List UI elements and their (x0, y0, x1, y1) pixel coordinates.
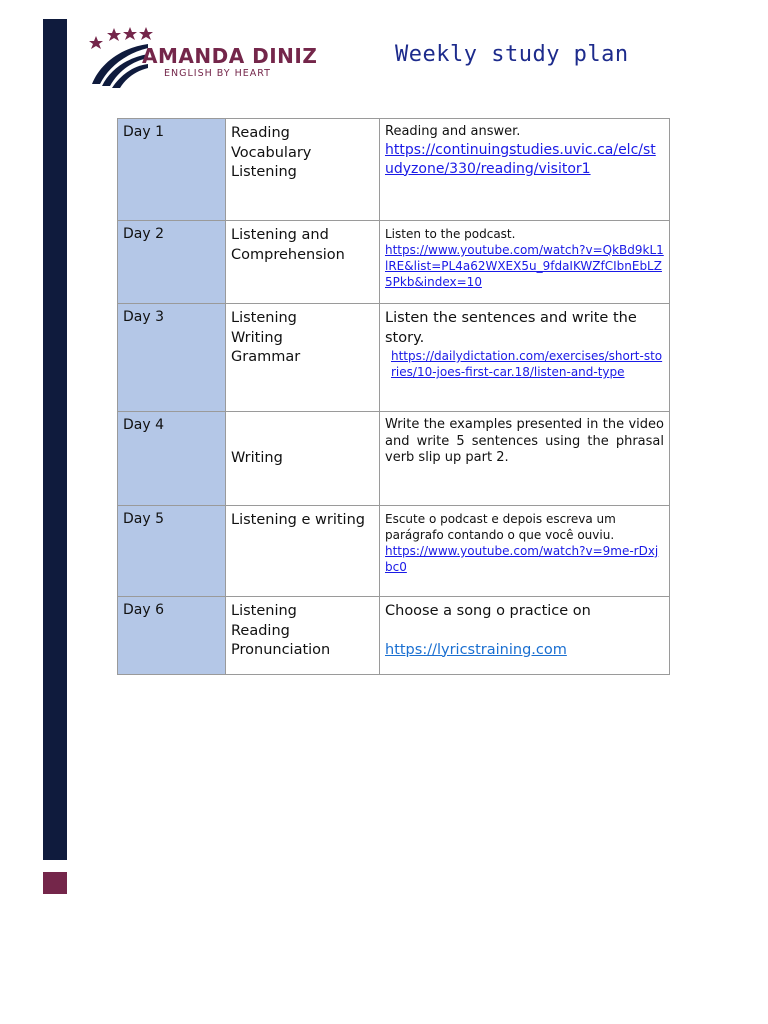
skill: Vocabulary (231, 144, 312, 161)
task-cell (380, 506, 670, 597)
page-title: Weekly study plan (395, 42, 629, 67)
resource-link[interactable]: https://www.youtube.com/watch?v=QkBd9kL1lRE&list=PL4a62WXEX5u_9fdaIKWZfCIbnEbLZ5Pkb&index=10 (385, 243, 664, 289)
skill: Writing (231, 449, 283, 466)
task-cell (380, 221, 670, 304)
skills-cell (226, 597, 380, 675)
day-cell: Day 4 (118, 412, 226, 506)
day-cell: Day 2 (118, 221, 226, 304)
task-text: Escute o podcast e depois escreva um parágrafo contando o que você ouviu. (385, 512, 616, 542)
resource-link[interactable]: https://lyricstraining.com (385, 641, 567, 658)
day-cell: Day 3 (118, 304, 226, 412)
resource-link[interactable]: https://www.youtube.com/watch?v=9me-rDxjbc0 (385, 544, 659, 574)
skills-cell (226, 506, 380, 597)
skill: Listening (231, 310, 297, 326)
skill: Writing (231, 329, 283, 346)
table-row (118, 506, 670, 597)
skill: Listening and (231, 227, 329, 243)
table-row (118, 412, 670, 506)
task-cell (380, 119, 670, 221)
task-text: Write the examples presented in the video and write 5 sentences using the phrasal verb slip up part 2. (385, 417, 664, 465)
skill: Listening (231, 164, 297, 180)
skill: Listening (231, 603, 297, 619)
skills-cell (226, 221, 380, 304)
task-text: Listen the sentences and write the story. (385, 310, 637, 346)
brand-tagline: ENGLISH BY HEART (164, 68, 271, 79)
table-row (118, 119, 670, 221)
task-text: Choose a song o practice on (385, 603, 591, 619)
brand-logo (86, 24, 326, 90)
table-row (118, 221, 670, 304)
day-cell: Day 5 (118, 506, 226, 597)
day-cell: Day 6 (118, 597, 226, 675)
accent-square (43, 872, 67, 894)
resource-link[interactable]: https://continuingstudies.uvic.ca/elc/studyzone/330/reading/visitor1 (385, 141, 656, 177)
skill: Reading (231, 622, 290, 639)
task-text: Listen to the podcast. (385, 227, 516, 241)
task-cell (380, 304, 670, 412)
task-cell (380, 412, 670, 506)
skills-cell (226, 304, 380, 412)
brand-name: AMANDA DINIZ (142, 44, 318, 68)
resource-link[interactable]: https://dailydictation.com/exercises/short-stories/10-joes-first-car.18/listen-and-type (391, 349, 663, 379)
left-accent-bar (43, 19, 67, 860)
task-text: Reading and answer. (385, 124, 521, 139)
task-cell (380, 597, 670, 675)
skills-cell (226, 119, 380, 221)
table-row (118, 304, 670, 412)
skill: Reading (231, 125, 290, 141)
skills-cell (226, 412, 380, 506)
skill: Grammar (231, 349, 301, 365)
study-plan-table (117, 118, 670, 675)
skill: Comprehension (231, 246, 345, 263)
table-row (118, 597, 670, 675)
skill: Listening e writing (231, 512, 365, 528)
day-cell: Day 1 (118, 119, 226, 221)
skill: Pronunciation (231, 642, 331, 658)
